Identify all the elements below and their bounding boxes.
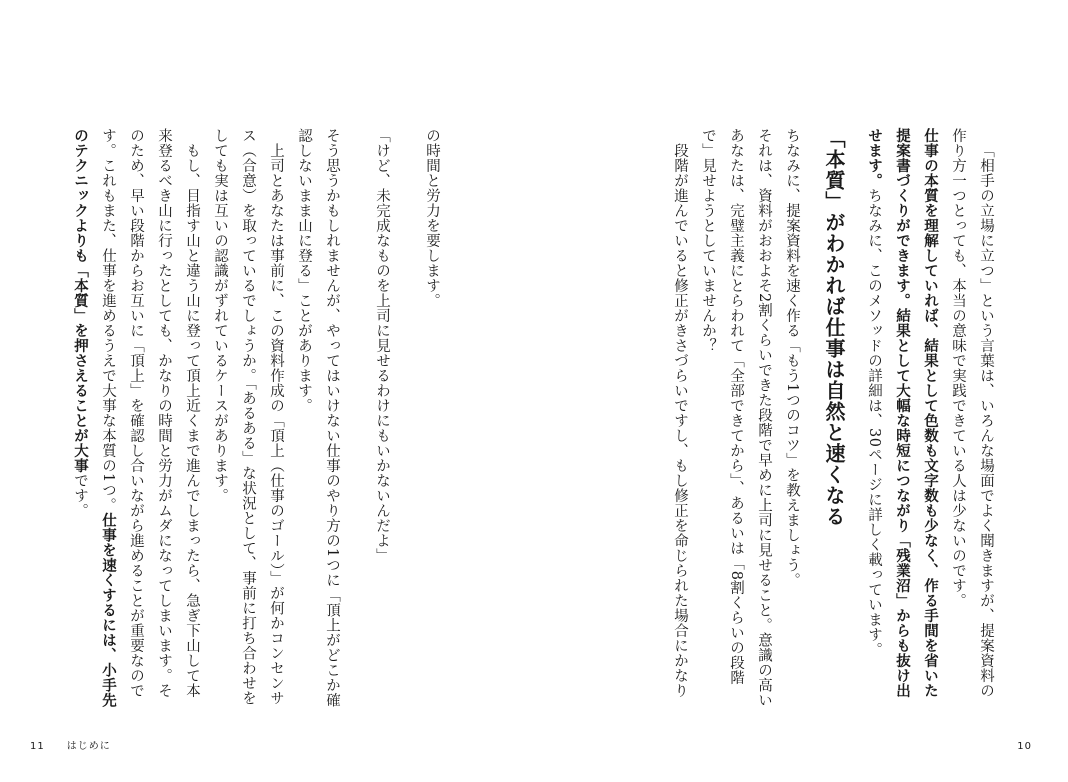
paragraph: の時間と労力を要します。 [424, 128, 440, 308]
paragraph [66, 128, 206, 708]
paragraph: 「相手の立場に立つ」という言葉は、いろんな場面でよく聞きますが、提案資料の作り方一つとっても、本当の意味で実践できている人は少ないのです。 [950, 128, 994, 698]
page-number: 10 [1017, 741, 1032, 752]
paragraph: 段階が進んでいると修正がきさづらいですし、もし修正を命じられた場合にかなり [672, 142, 688, 698]
bold-text: 仕事の本質を理解していれば、結果として色数も文字数も少なく、作る手間を省いた提案書づくりができます。結果として大幅な時短につながり「残業沼」からも抜け出せます。 [866, 128, 938, 698]
paragraph: それは、資料がおおよそ2割くらいできた段階で早めに上司に見せること。意識の高いあなたは、完璧主義にとらわれて「全部できてから」、あるいは「8割くらいの段階で」見せようとしていませんか？ [700, 128, 772, 708]
right-page-footer [1017, 741, 1032, 752]
quote-paragraph: 「けど、未完成なものを上司に見せるわけにもいかないんだよ」 [374, 128, 390, 563]
running-header: はじめに [66, 741, 111, 752]
paragraph: ちなみに、提案資料を速く作る「もう1つのコツ」を教えましょう。 [784, 128, 800, 588]
left-page-footer [30, 737, 111, 752]
body-text: ちなみに、このメソッドの詳細は、30ページに詳しく載っています。 [866, 188, 882, 658]
bold-text: 仕事を速くするには、小手先のテクニックよりも「本質」を押さえることが大事 [72, 128, 116, 708]
section-heading: 「本質」がわかれば仕事は自然と速くなる [822, 128, 846, 527]
page-number: 11 [30, 741, 45, 752]
body-text: です。 [72, 473, 88, 518]
right-page-body [560, 128, 1000, 708]
paragraph: そう思うかもしれませんが、やってはいけない仕事のやり方の1つに「頂上がどこか確認しないまま山に登る」ことがあります。 [296, 128, 340, 708]
paragraph [860, 128, 944, 708]
body-text: もし、目指す山と違う山に登って頂上近くまで進んでしまったら、急ぎ下山して本来登るべき山に行ったとしても、かなりの時間と労力がムダになってしまいます。そのため、早い段階からお互いに「頂上」を確認し合いながら進めることが重要なのです。これもまた、仕事を進めるうえで大事な本質の1つ。 [100, 128, 200, 698]
paragraph: 上司とあなたは事前に、この資料作成の「頂上（仕事のゴール）」が何かコンセンサス（合意）を取っているでしょうか。「あるある」な状況として、事前に打ち合わせをしても実は互いの認識がずれているケースがあります。 [212, 128, 284, 706]
left-page-body [66, 128, 446, 708]
